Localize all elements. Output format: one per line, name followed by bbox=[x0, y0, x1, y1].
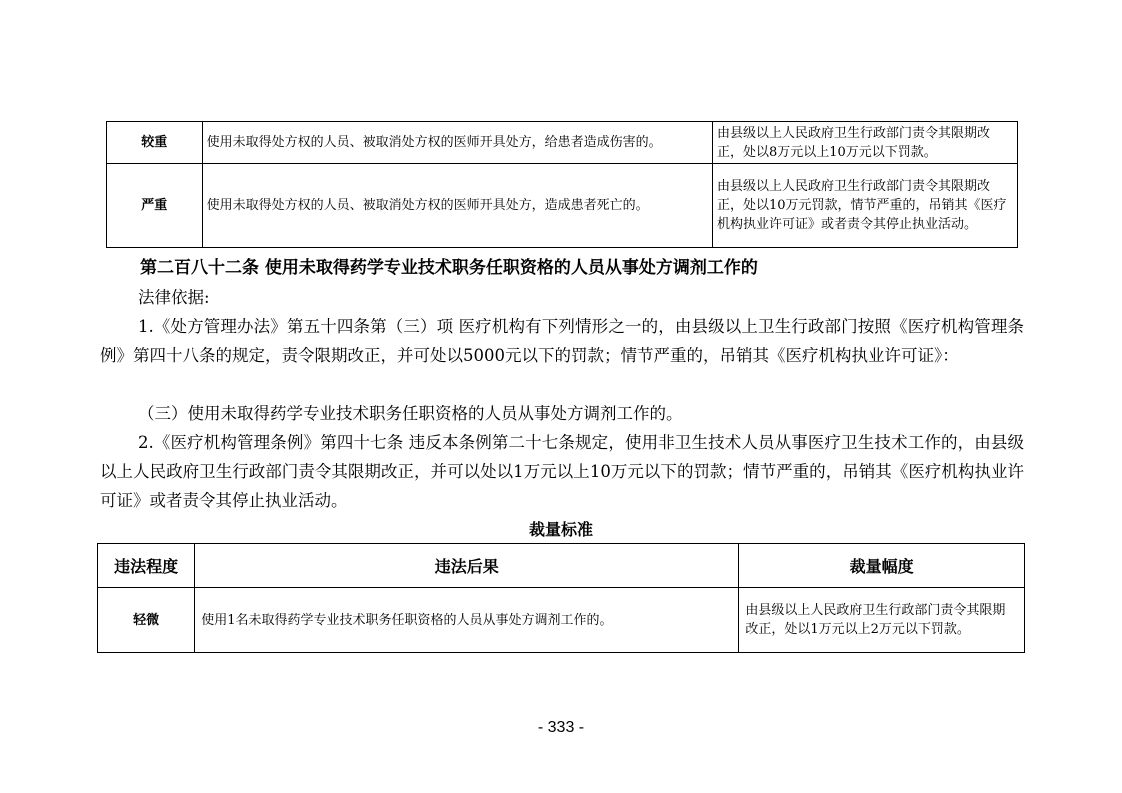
standard-table-title: 裁量标准 bbox=[528, 520, 593, 539]
penalty-range-cell: 由县级以上人民政府卫生行政部门责令其限期改正，处以10万元罚款，情节严重的，吊销其《医疗机构执业许可证》或者责令其停止执业活动。 bbox=[712, 164, 1017, 248]
header-violation-level: 违法程度 bbox=[98, 544, 195, 588]
legal-basis-label: 法律依据: bbox=[138, 288, 210, 307]
table-header-row bbox=[98, 544, 1025, 588]
violation-consequence-cell: 使用1名未取得药学专业技术职务任职资格的人员从事处方调剂工作的。 bbox=[195, 588, 739, 653]
header-penalty-range: 裁量幅度 bbox=[739, 544, 1025, 588]
legal-basis-item-3: （三）使用未取得药学专业技术职务任职资格的人员从事处方调剂工作的。 bbox=[138, 404, 683, 423]
legal-basis-paragraph-1: 1.《处方管理办法》第五十四条第（三）项 医疗机构有下列情形之一的，由县级以上卫生行政部门按照《医疗机构管理条例》第四十八条的规定，责令限期改正，并可处以5000元以下的罚款；情节严重的，吊销其《医疗机构执业许可证》： bbox=[100, 317, 1024, 365]
page-number: - 333 - bbox=[537, 719, 585, 736]
legal-basis-paragraph-2: 2.《医疗机构管理条例》第四十七条 违反本条例第二十七条规定，使用非卫生技术人员从事医疗卫生技术工作的，由县级以上人民政府卫生行政部门责令其限期改正，并可以处以1万元以上10万元以下的罚款；情节严重的，吊销其《医疗机构执业许可证》或者责令其停止执业活动。 bbox=[100, 433, 1024, 510]
violation-consequence-cell: 使用未取得处方权的人员、被取消处方权的医师开具处方，造成患者死亡的。 bbox=[202, 164, 712, 248]
table-row bbox=[107, 164, 1018, 248]
violation-level-cell: 严重 bbox=[107, 164, 203, 248]
table-row bbox=[98, 588, 1025, 653]
penalty-range-cell: 由县级以上人民政府卫生行政部门责令其限期改正，处以1万元以上2万元以下罚款。 bbox=[739, 588, 1025, 653]
previous-standard-table bbox=[106, 121, 1018, 248]
table-row bbox=[107, 122, 1018, 164]
violation-consequence-cell: 使用未取得处方权的人员、被取消处方权的医师开具处方，给患者造成伤害的。 bbox=[202, 122, 712, 164]
discretion-standard-table bbox=[97, 543, 1025, 653]
header-violation-consequence: 违法后果 bbox=[195, 544, 739, 588]
violation-level-cell: 轻微 bbox=[98, 588, 195, 653]
penalty-range-cell: 由县级以上人民政府卫生行政部门责令其限期改正，处以8万元以上10万元以下罚款。 bbox=[712, 122, 1017, 164]
violation-level-cell: 较重 bbox=[107, 122, 203, 164]
article-heading: 第二百八十二条 使用未取得药学专业技术职务任职资格的人员从事处方调剂工作的 bbox=[140, 258, 758, 278]
